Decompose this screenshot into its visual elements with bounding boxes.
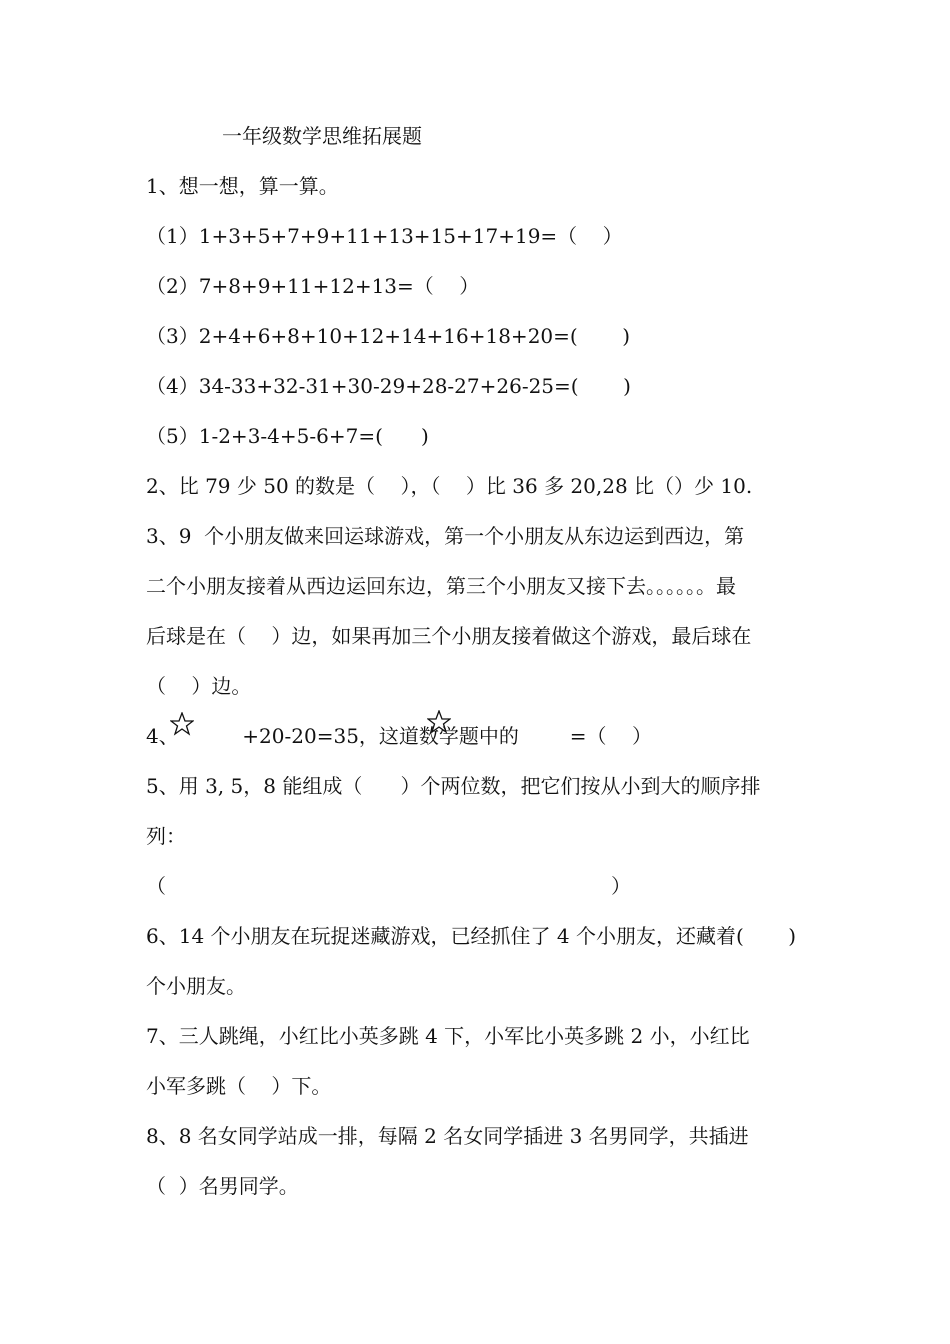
question-1-heading: 1、想一想，算一算。 [146, 174, 339, 198]
question-3-line-2: 二个小朋友接着从西边运回东边，第三个小朋友又接下去。。。。。。最 [146, 574, 736, 598]
star-icon [170, 712, 194, 736]
question-8-line-1: 8、8 名女同学站成一排，每隔 2 名女同学插进 3 名男同学，共插进 [146, 1124, 749, 1148]
star-outline-icon [427, 710, 451, 734]
question-3-line-3: 后球是在（ ）边，如果再加三个小朋友接着做这个游戏，最后球在 [146, 624, 752, 648]
star-icon [427, 710, 451, 734]
question-1-item-4: （4）34-33+32-31+30-29+28-27+26-25=( ) [146, 374, 631, 398]
question-5-answer-blank: （ ） [146, 874, 632, 898]
question-6-line-1: 6、14 个小朋友在玩捉迷藏游戏，已经抓住了 4 个小朋友，还藏着( ) [146, 924, 797, 948]
question-1-item-1: （1）1+3+5+7+9+11+13+15+17+19=（ ） [146, 224, 623, 248]
question-5-line-1: 5、用 3, 5，8 能组成（ ）个两位数，把它们按从小到大的顺序排 [146, 774, 761, 798]
question-3-line-4: （ ）边。 [146, 674, 252, 698]
question-3-line-1: 3、9 个小朋友做来回运球游戏，第一个小朋友从东边运到西边，第 [146, 524, 745, 548]
question-8-line-2: （ ）名男同学。 [146, 1174, 299, 1198]
question-6-line-2: 个小朋友。 [146, 974, 246, 998]
question-1-item-5: （5）1-2+3-4+5-6+7=( ) [146, 424, 429, 448]
page-title: 一年级数学思维拓展题 [222, 124, 422, 148]
star-outline-icon [170, 712, 194, 736]
question-1-item-2: （2）7+8+9+11+12+13=（ ） [146, 274, 480, 298]
question-2: 2、比 79 少 50 的数是（ ），（ ）比 36 多 20,28 比（）少 10. [146, 474, 753, 498]
question-4: 4、 +20-20=35，这道数学题中的 =（ ） [146, 724, 652, 748]
question-5-line-2: 列： [146, 824, 186, 848]
question-1-item-3: （3）2+4+6+8+10+12+14+16+18+20=( ) [146, 324, 631, 348]
question-7-line-1: 7、三人跳绳，小红比小英多跳 4 下，小军比小英多跳 2 小，小红比 [146, 1024, 750, 1048]
question-7-line-2: 小军多跳（ ）下。 [146, 1074, 332, 1098]
